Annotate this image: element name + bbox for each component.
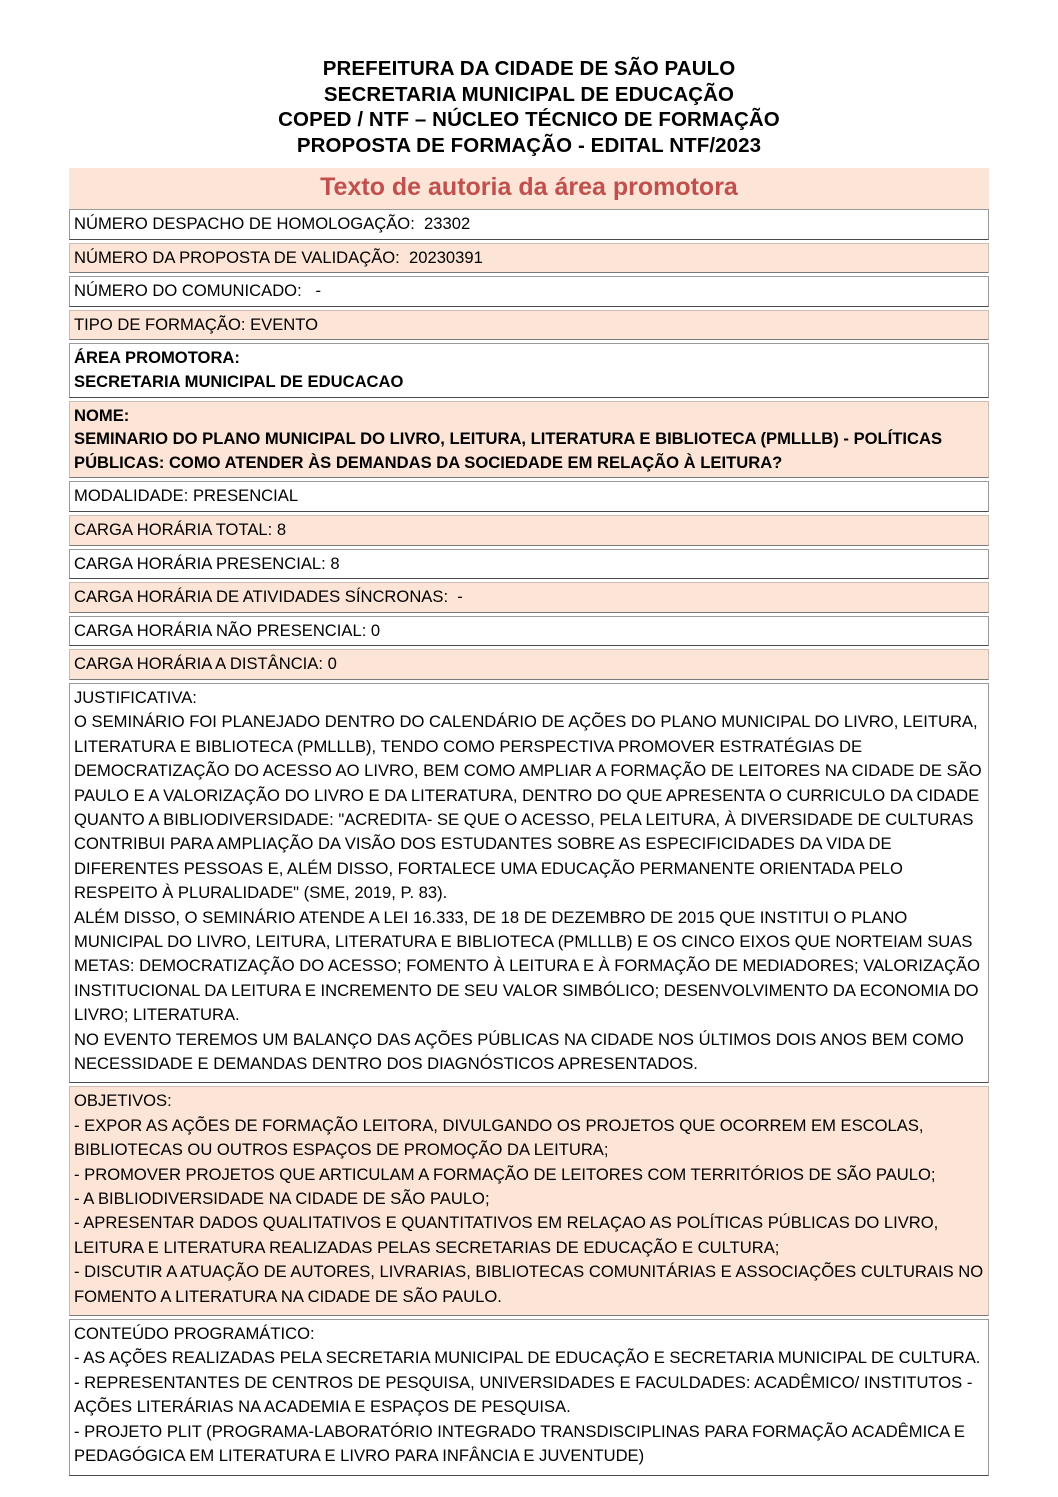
justificativa-paragraph: O SEMINÁRIO FOI PLANEJADO DENTRO DO CALENDÁRIO DE AÇÕES DO PLANO MUNICIPAL DO LIVRO, LEITURA, LITERATURA E BIBLIOTECA (PMLLLB), TENDO COMO PERSPECTIVA PROMOVER ESTRATÉGIAS DE DEMOCRATIZAÇÃO DO ACESSO AO LIVRO, BEM COMO AMPLIAR A FORMAÇÃO DE LEITORES NA CIDADE DE SÃO PAULO E A VALORIZAÇÃO DO LIVRO E DA LITERATURA, DENTRO DO QUE APRESENTA O CURRICULO DA CIDADE QUANTO A BIBLIODIVERSIDADE: "ACREDITA- SE QUE O ACESSO, PELA LEITURA, À DIVERSIDADE DE CULTURAS CONTRIBUI PARA AMPLIAÇÃO DA VISÃO DOS ESTUDANTES SOBRE AS ESPECIFICIDADES DA VIDA DE DIFERENTES PESSOAS E, ALÉM DISSO, FORTALECE UMA EDUCAÇÃO PERMANENTE ORIENTADA PELO RESPEITO À PLURALIDADE" (SME, 2019, P. 83). <box>74 712 987 903</box>
objetivos-item: - EXPOR AS AÇÕES DE FORMAÇÃO LEITORA, DIVULGANDO OS PROJETOS QUE OCORREM EM ESCOLAS, BIBLIOTECAS OU OUTROS ESPAÇOS DE PROMOÇÃO DA LEITURA; <box>74 1115 929 1160</box>
carga-distancia-text: CARGA HORÁRIA A DISTÂNCIA: 0 <box>74 654 337 674</box>
area-promotora-label: ÁREA PROMOTORA: <box>74 348 240 368</box>
carga-total-text: CARGA HORÁRIA TOTAL: 8 <box>74 519 287 539</box>
conteudo-programatico-item: - AS AÇÕES REALIZADAS PELA SECRETARIA MUNICIPAL DE EDUCAÇÃO E SECRETARIA MUNICIPAL DE CULTURA. <box>74 1348 981 1368</box>
carga-nao-presencial-text: CARGA HORÁRIA NÃO PRESENCIAL: 0 <box>74 620 381 640</box>
nome-value: SEMINARIO DO PLANO MUNICIPAL DO LIVRO, LEITURA, LITERATURA E BIBLIOTECA (PMLLLB) - POLÍTICAS PÚBLICAS: COMO ATENDER ÀS DEMANDAS DA SOCIEDADE EM RELAÇÃO À LEITURA? <box>74 429 947 472</box>
row-carga-presencial <box>69 549 989 580</box>
row-nome <box>69 401 989 479</box>
justificativa-label: JUSTIFICATIVA: <box>74 687 197 707</box>
objetivos-item: - DISCUTIR A ATUAÇÃO DE AUTORES, LIVRARIAS, BIBLIOTECAS COMUNITÁRIAS E ASSOCIAÇÕES CULTURAIS NO FOMENTO A LITERATURA NA CIDADE DE SÃO PAULO. <box>74 1262 988 1306</box>
tipo-formacao-text: TIPO DE FORMAÇÃO: EVENTO <box>74 314 319 334</box>
carga-presencial-text: CARGA HORÁRIA PRESENCIAL: 8 <box>74 553 340 573</box>
numero-despacho-text: NÚMERO DESPACHO DE HOMOLOGAÇÃO: 23302 <box>74 214 471 233</box>
objetivos-label: OBJETIVOS: <box>74 1091 172 1111</box>
row-numero-despacho <box>69 209 989 240</box>
header-line-secretaria: SECRETARIA MUNICIPAL DE EDUCAÇÃO <box>323 82 735 106</box>
title-band-text: Texto de autoria da área promotora <box>320 173 738 201</box>
row-justificativa <box>69 683 989 1084</box>
row-tipo-formacao <box>69 310 989 341</box>
row-modalidade <box>69 481 989 512</box>
justificativa-paragraph: NO EVENTO TEREMOS UM BALANÇO DAS AÇÕES PÚBLICAS NA CIDADE NOS ÚLTIMOS DOIS ANOS BEM COMO NECESSIDADE E DEMANDAS DENTRO DOS DIAGNÓSTICOS APRESENTADOS. <box>74 1029 969 1073</box>
row-carga-total <box>69 515 989 546</box>
title-band <box>69 168 989 209</box>
numero-comunicado-text: NÚMERO DO COMUNICADO: - <box>74 281 322 301</box>
row-numero-proposta <box>69 243 989 274</box>
row-carga-distancia <box>69 649 989 680</box>
numero-proposta-text: NÚMERO DA PROPOSTA DE VALIDAÇÃO: 20230391 <box>74 247 483 267</box>
row-carga-nao-presencial <box>69 616 989 647</box>
header-line-coped-ntf: COPED / NTF – NÚCLEO TÉCNICO DE FORMAÇÃO <box>278 108 780 131</box>
document-header <box>0 0 1058 158</box>
nome-label: NOME: <box>74 405 130 425</box>
header-line-proposta-edital: PROPOSTA DE FORMAÇÃO - EDITAL NTF/2023 <box>296 133 762 157</box>
row-carga-sincronas <box>69 582 989 613</box>
carga-sincronas-text: CARGA HORÁRIA DE ATIVIDADES SÍNCRONAS: - <box>74 587 463 607</box>
conteudo-programatico-item: - PROJETO PLIT (PROGRAMA-LABORATÓRIO INTEGRADO TRANSDISCIPLINAS PARA FORMAÇÃO ACADÊMICA E PEDAGÓGICA EM LITERATURA E LIVRO PARA INFÂNCIA E JUVENTUDE) <box>74 1421 970 1466</box>
objetivos-item: - PROMOVER PROJETOS QUE ARTICULAM A FORMAÇÃO DE LEITORES COM TERRITÓRIOS DE SÃO PAULO; <box>74 1164 936 1184</box>
objetivos-item: - A BIBLIODIVERSIDADE NA CIDADE DE SÃO PAULO; <box>74 1189 490 1209</box>
conteudo-programatico-label: CONTEÚDO PROGRAMÁTICO: <box>74 1324 315 1344</box>
objetivos-item: - APRESENTAR DADOS QUALITATIVOS E QUANTITATIVOS EM RELAÇAO AS POLÍTICAS PÚBLICAS DO LIVRO, LEITURA E LITERATURA REALIZADAS PELAS SECRETARIAS DE EDUCAÇÃO E CULTURA; <box>74 1213 943 1257</box>
header-line-prefeitura: PREFEITURA DA CIDADE DE SÃO PAULO <box>322 57 736 80</box>
justificativa-paragraph: ALÉM DISSO, O SEMINÁRIO ATENDE A LEI 16.333, DE 18 DE DEZEMBRO DE 2015 QUE INSTITUI O PLANO MUNICIPAL DO LIVRO, LEITURA, LITERATURA E BIBLIOTECA (PMLLLB) E OS CINCO EIXOS QUE NORTEIAM SUAS METAS: DEMOCRATIZAÇÃO DO ACESSO; FOMENTO À LEITURA E À FORMAÇÃO DE MEDIADORES; VALORIZAÇÃO INSTITUCIONAL DA LEITURA E INCREMENTO DE SEU VALOR SIMBÓLICO; DESENVOLVIMENTO DA ECONOMIA DO LIVRO; LITERATURA. <box>74 907 985 1025</box>
row-objetivos <box>69 1086 989 1316</box>
row-area-promotora <box>69 343 989 397</box>
row-numero-comunicado <box>69 276 989 307</box>
row-conteudo-programatico <box>69 1319 989 1475</box>
conteudo-programatico-item: - REPRESENTANTES DE CENTROS DE PESQUISA, UNIVERSIDADES E FACULDADES: ACADÊMICO/ INSTITUTOS - AÇÕES LITERÁRIAS NA ACADEMIA E ESPAÇOS DE PESQUISA. <box>74 1372 977 1417</box>
modalidade-text: MODALIDADE: PRESENCIAL <box>74 486 299 506</box>
area-promotora-value: SECRETARIA MUNICIPAL DE EDUCACAO <box>74 371 404 391</box>
form-rows <box>69 209 989 1476</box>
